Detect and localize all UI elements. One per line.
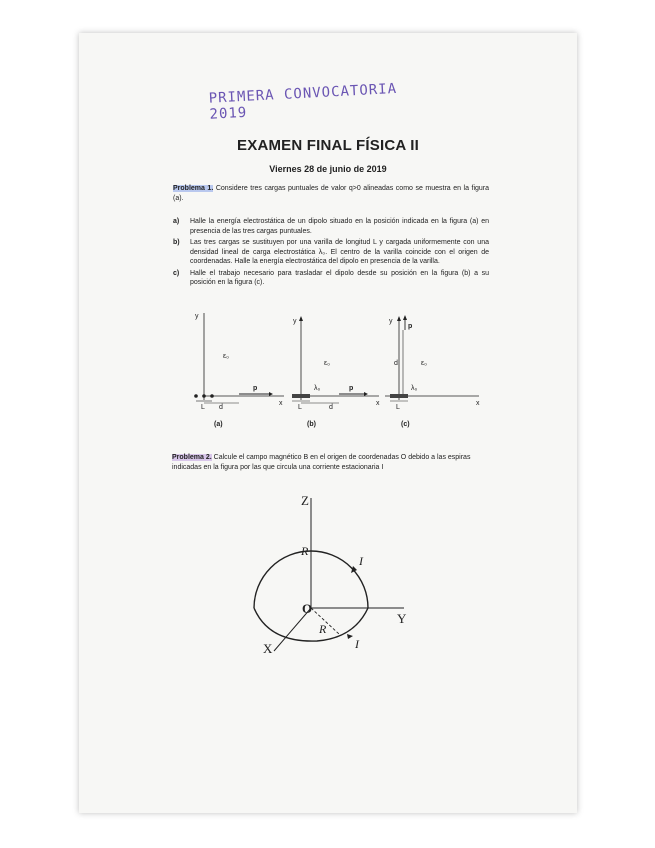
exam-title: EXAMEN FINAL FÍSICA II (237, 137, 419, 154)
fig-a-x-label: x (279, 400, 283, 407)
item-text: Halle el trabajo necesario para trasladar el dipolo desde su posición en la figura (b) a su posición en la figura (c). (190, 269, 489, 286)
fig-c-x-label: x (476, 400, 480, 407)
fig-b-dipole-label: p (349, 385, 354, 392)
y-axis-label: Y (397, 611, 407, 626)
item-text: Las tres cargas se sustituyen por una varilla de longitud L y cargada uniformemente con una densidad lineal de carga electrostática λ₀. El centro de la varilla coincide con el origen de coordenadas. Halle la energía electrostática del dipolo en presencia de la varilla. (190, 239, 489, 265)
fig-c-lambda: λ₀ (411, 385, 418, 392)
radius-label-bottom: R (319, 622, 327, 636)
item-text: Halle la energía electrostática de un dipolo situado en la posición indicada en la figura (a) en presencia de las tres cargas puntuales. (190, 218, 489, 235)
handwritten-note: PRIMERA CONVOCATORIA 2019 (208, 80, 398, 123)
fig-c-epsilon: ε₀ (421, 360, 428, 367)
list-item (173, 238, 489, 267)
exam-date: Viernes 28 de junio de 2019 (269, 164, 387, 174)
problem-1-items (173, 217, 489, 290)
fig-a-epsilon: ε₀ (223, 353, 230, 360)
charged-rod (390, 394, 408, 398)
exam-sheet (79, 33, 577, 813)
fig-c-dipole-label: p (408, 323, 413, 330)
origin-label: O (302, 601, 313, 616)
charged-rod (292, 394, 310, 398)
problem-2-diagram (239, 493, 439, 673)
item-marker: c) (173, 269, 180, 277)
radius-label-top: R (301, 544, 309, 558)
figure-c (385, 315, 480, 428)
fig-a-L-label: L (201, 404, 205, 411)
fig-a-d-label: d (219, 404, 223, 411)
x-axis-label: X (263, 641, 273, 656)
current-arrow-bottom (347, 634, 353, 639)
charge-dot (202, 394, 206, 398)
fig-a-dipole-label: p (253, 385, 258, 392)
fig-b-L-label: L (298, 404, 302, 411)
item-marker: b) (173, 239, 180, 246)
problem-2-label: Problema 2. (172, 454, 212, 461)
fig-b-d-label: d (329, 404, 333, 411)
problem-2-intro (172, 453, 488, 472)
problem-1-figures (189, 308, 489, 433)
current-label-top: I (359, 554, 363, 568)
problem-1-label: Problema 1. (173, 185, 214, 192)
item-marker: a) (173, 218, 180, 225)
fig-b-y-label: y (293, 318, 297, 325)
figure-b (292, 316, 380, 428)
list-item (173, 217, 489, 236)
list-item (173, 269, 489, 288)
z-axis-label: Z (301, 493, 309, 508)
problem-1-intro (173, 184, 489, 203)
problem-2-text: Calcule el campo magnético B en el origen de coordenadas O debido a las espiras indicadas en la figura por las que circula una corriente estacionaria I (172, 454, 471, 471)
fig-c-caption: (c) (401, 421, 410, 428)
fig-b-epsilon: ε₀ (324, 360, 331, 367)
problem-1-text: Considere tres cargas puntuales de valor q>0 alineadas como se muestra en la figura (a). (173, 185, 490, 202)
fig-c-L-label: L (396, 404, 400, 411)
current-label-bottom: I (355, 637, 359, 651)
fig-c-d-label: d (394, 360, 398, 367)
fig-c-y-label: y (389, 318, 393, 325)
fig-b-lambda: λ₀ (314, 385, 321, 392)
fig-b-caption: (b) (307, 421, 316, 428)
figure-a (194, 313, 284, 428)
fig-a-y-label: y (195, 313, 199, 320)
fig-a-caption: (a) (214, 421, 223, 428)
charge-dot (194, 394, 198, 398)
fig-b-x-label: x (376, 400, 380, 407)
charge-dot (210, 394, 214, 398)
